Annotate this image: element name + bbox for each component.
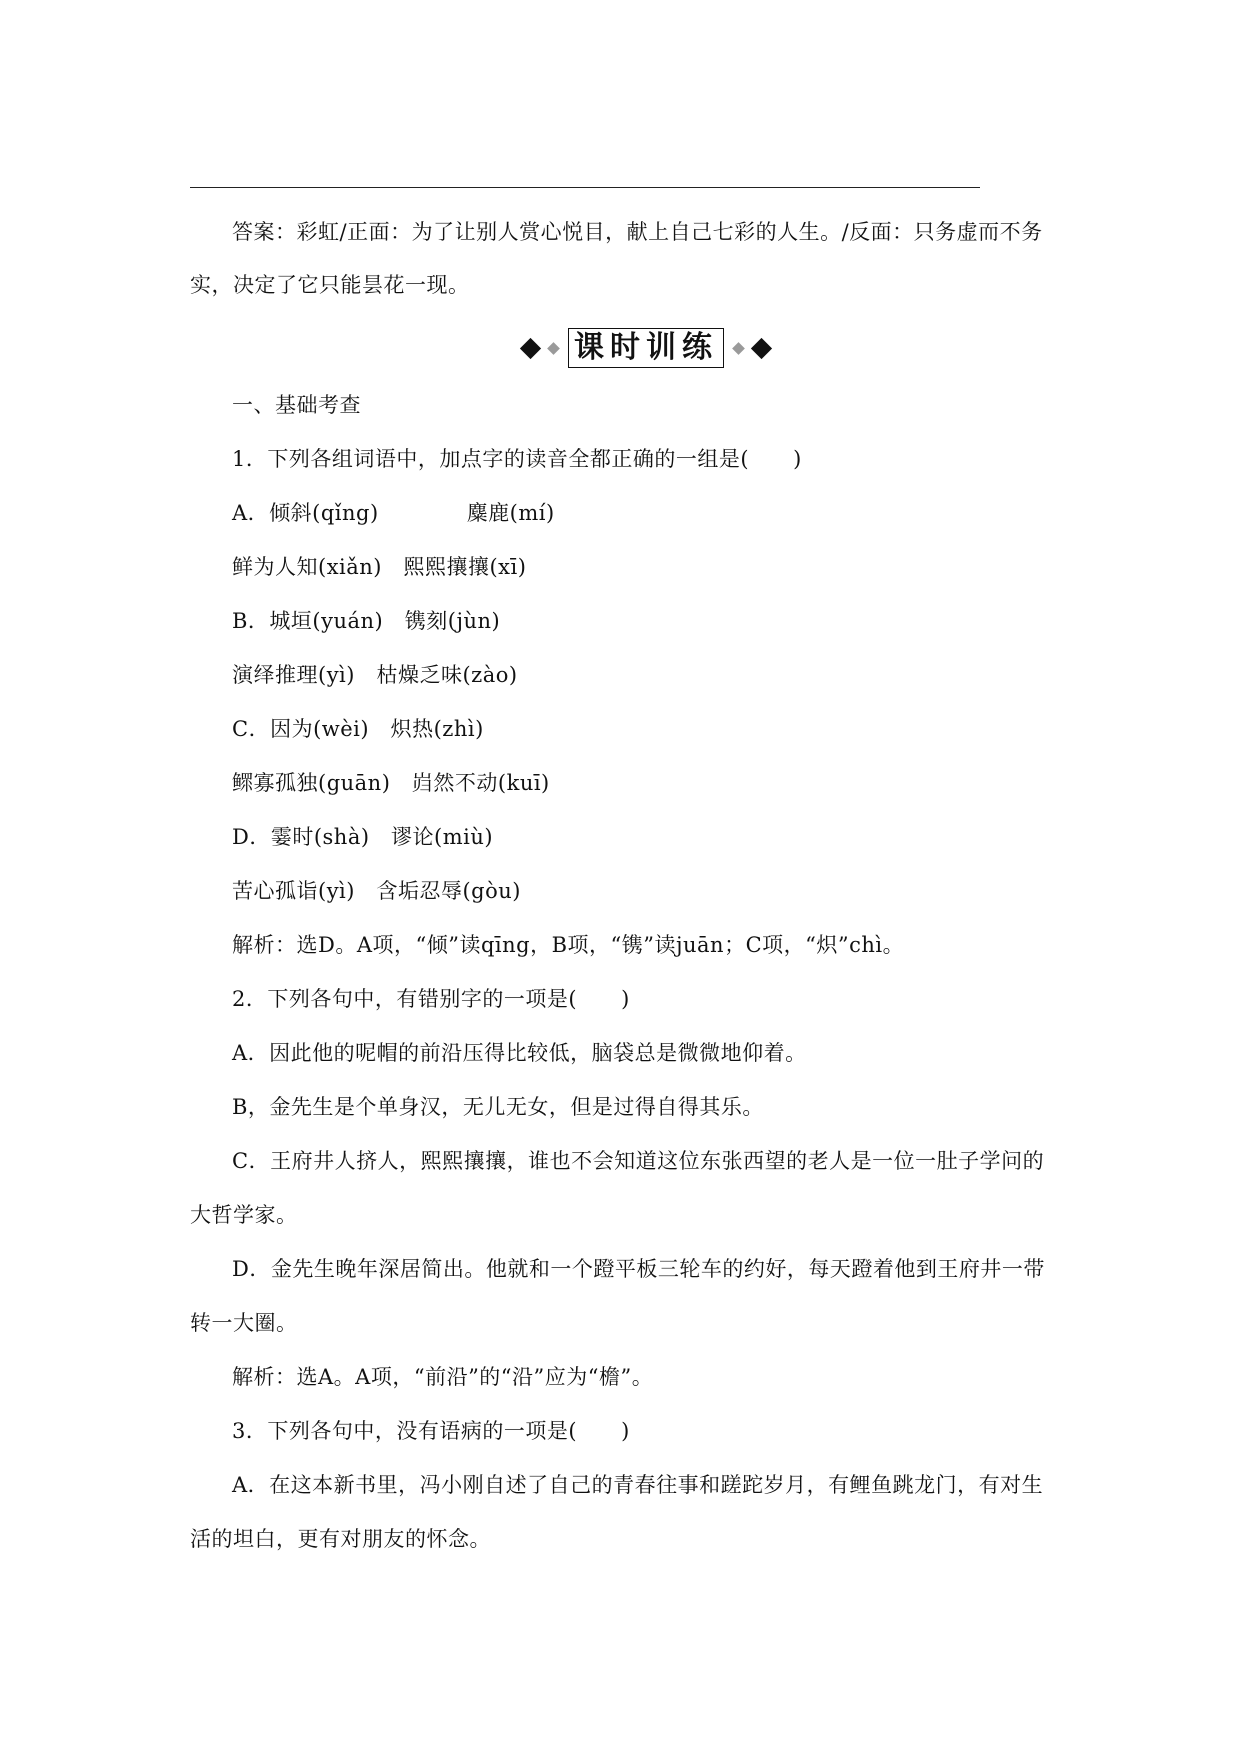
q1-option-a-line-1: A．倾斜(qǐng) 麋鹿(mí) [232,501,555,525]
q1-option-b-line-1: B．城垣(yuán) 镌刻(jùn) [232,609,501,633]
banner-box [568,328,724,368]
q3-stem: 3．下列各句中，没有语病的一项是( ) [232,1419,630,1443]
q3-option-a-line-1: A．在这本新书里，冯小刚自述了自己的青春往事和蹉跎岁月，有鲤鱼跳龙门，有对生 [232,1473,1044,1497]
q2-option-d-line-1: D．金先生晚年深居简出。他就和一个蹬平板三轮车的约好，每天蹬着他到王府井一带 [232,1257,1045,1281]
answer-line-1: 答案：彩虹/正面：为了让别人赏心悦目，献上自己七彩的人生。/反面：只务虚而不务 [232,220,1043,244]
banner-title: 课时训练 [574,330,718,365]
q1-option-c-line-1: C．因为(wèi) 炽热(zhì) [232,717,484,741]
diamond-icon [520,337,541,358]
q1-option-a-line-2: 鲜为人知(xiǎn) 熙熙攘攘(xī) [232,555,527,579]
q1-option-c-line-2: 鳏寡孤独(guān) 岿然不动(kuī) [232,771,550,795]
answer-line-2: 实，决定了它只能昙花一现。 [190,273,470,297]
q1-option-b-line-2: 演绎推理(yì) 枯燥乏味(zào) [232,663,518,687]
diamond-icon [547,342,560,355]
q1-option-d-line-2: 苦心孤诣(yì) 含垢忍辱(gòu) [232,879,521,903]
diamond-icon [751,337,772,358]
section-banner [510,326,782,370]
q2-option-a: A．因此他的呢帽的前沿压得比较低，脑袋总是微微地仰着。 [232,1041,807,1065]
q1-option-d-line-1: D．霎时(shà) 谬论(miù) [232,825,494,849]
section-heading: 一、基础考查 [232,393,361,417]
q2-option-b: B，金先生是个单身汉，无儿无女，但是过得自得其乐。 [232,1095,764,1119]
diamond-icon [732,342,745,355]
q2-analysis: 解析：选A。A项，“前沿”的“沿”应为“檐”。 [232,1365,654,1389]
q2-option-d-line-2: 转一大圈。 [190,1311,298,1335]
q1-analysis: 解析：选D。A项，“倾”读qīng，B项，“镌”读juān；C项，“炽”chì。 [232,933,905,957]
q2-stem: 2．下列各句中，有错别字的一项是( ) [232,987,630,1011]
header-rule [190,187,980,188]
q3-option-a-line-2: 活的坦白，更有对朋友的怀念。 [190,1527,491,1551]
q1-stem: 1．下列各组词语中，加点字的读音全都正确的一组是( ) [232,447,802,471]
q2-option-c-line-1: C．王府井人挤人，熙熙攘攘，谁也不会知道这位东张西望的老人是一位一肚子学问的 [232,1149,1045,1173]
q2-option-c-line-2: 大哲学家。 [190,1203,298,1227]
